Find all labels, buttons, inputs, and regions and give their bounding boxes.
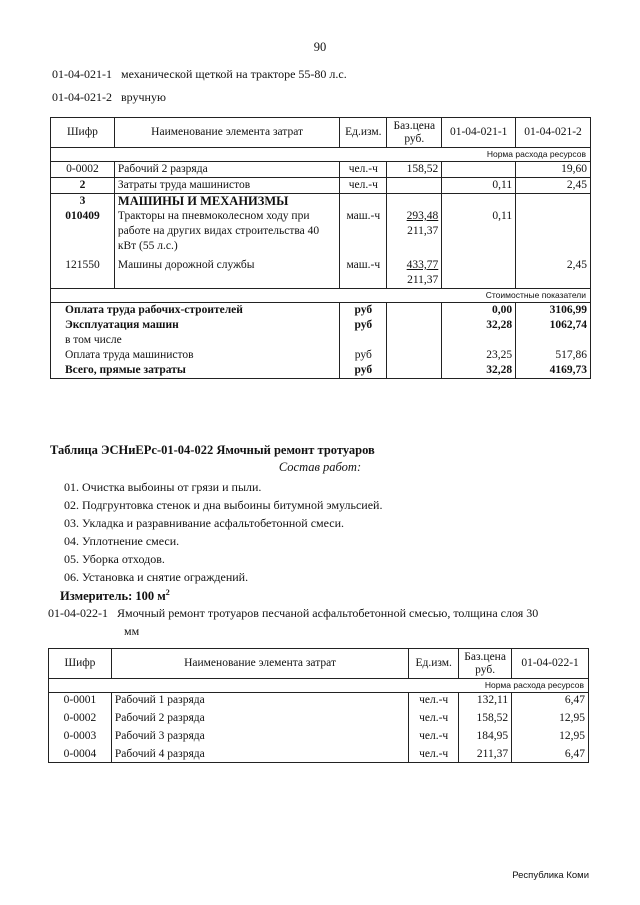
- cell-price: [459, 693, 512, 763]
- resource-table-2: [48, 648, 589, 763]
- cost-row-group: [51, 303, 591, 379]
- row-value: 6,47: [564, 694, 585, 706]
- cell-price: 158,52: [387, 162, 442, 178]
- table-row: [51, 258, 591, 289]
- col-header: Баз.цена руб.: [387, 118, 442, 148]
- work-step: 04. Уплотнение смеси.: [64, 534, 180, 548]
- item-text: Ямочный ремонт тротуаров песчаной асфальтобетонной смесью, толщина слоя 30: [117, 606, 539, 620]
- cell-value: [516, 194, 591, 259]
- intro-line-2: [52, 90, 166, 105]
- col-header: Ед.изм.: [409, 649, 459, 679]
- cell-code: 0-0002: [51, 162, 115, 178]
- row-unit: чел.-ч: [419, 712, 449, 724]
- work-step: 01. Очистка выбоины от грязи и пыли.: [64, 480, 262, 494]
- row-value: 6,47: [564, 748, 585, 760]
- cell-name: Затраты труда машинистов: [114, 178, 339, 194]
- cell-code: [51, 194, 115, 259]
- col-header: 01-04-021-1: [442, 118, 516, 148]
- page-number: 90: [313, 40, 327, 54]
- col-header: 01-04-021-2: [516, 118, 591, 148]
- row-code: 0-0002: [63, 712, 97, 724]
- row-code: 0-0003: [63, 730, 97, 742]
- cost-value: 23,25: [486, 349, 513, 361]
- cost-value: 0,00: [491, 304, 513, 316]
- row-name: Рабочий 2 разряда: [114, 712, 205, 724]
- cost-value: 517,86: [555, 349, 587, 361]
- cost-value: 32,28: [486, 319, 513, 331]
- section-subtitle: Состав работ:: [278, 460, 362, 474]
- row-unit: чел.-ч: [419, 694, 449, 706]
- work-step: 03. Укладка и разравнивание асфальтобетонной смеси.: [64, 516, 345, 530]
- resource-table-1: [50, 117, 591, 379]
- cost-unit: руб: [354, 304, 373, 316]
- cell-name: [51, 303, 340, 379]
- table-row: [51, 178, 591, 194]
- row-unit: чел.-ч: [419, 748, 449, 760]
- section-row: [51, 289, 591, 303]
- section-label: Норма расхода ресурсов: [49, 679, 589, 693]
- section-label: Стоимостные показатели: [51, 289, 591, 303]
- cost-name: Оплата труда машинистов: [65, 349, 194, 361]
- col-header: Баз.цена руб.: [459, 649, 512, 679]
- cell-name: Рабочий 2 разряда: [114, 162, 339, 178]
- cell-name: [111, 693, 408, 763]
- cell-price: [387, 303, 442, 379]
- row-value: 12,95: [559, 730, 585, 742]
- cell-value: [512, 693, 589, 763]
- cell-price: [387, 178, 442, 194]
- item-code: 01-04-022-1: [48, 606, 108, 620]
- item-price: 433,77: [406, 259, 439, 271]
- section-row: [51, 148, 591, 162]
- footer-region: Республика Коми: [512, 870, 589, 881]
- section-label: Норма расхода ресурсов: [51, 148, 591, 162]
- row-name: Рабочий 1 разряда: [114, 694, 205, 706]
- col-header: Наименование элемента затрат: [111, 649, 408, 679]
- cell-value: [442, 258, 516, 289]
- intro-code: 01-04-021-1: [52, 67, 112, 81]
- cell-value: [442, 162, 516, 178]
- item-line: [48, 606, 538, 621]
- cell-price: [387, 194, 442, 259]
- cell-unit: [340, 303, 387, 379]
- meter-sup: 2: [165, 588, 170, 597]
- cell-code: 2: [51, 178, 115, 194]
- meter-line: [60, 588, 170, 604]
- row-code: 0-0004: [63, 748, 97, 760]
- cell-unit: маш.-ч: [340, 258, 387, 289]
- intro-line-1: [52, 67, 347, 82]
- intro-text: вручную: [121, 90, 166, 104]
- item-price-2: 211,37: [407, 225, 439, 237]
- cost-name: Всего, прямые затраты: [65, 364, 186, 376]
- row-name: Рабочий 3 разряда: [114, 730, 205, 742]
- work-step: 06. Установка и снятие ограждений.: [64, 570, 249, 584]
- cell-code: 121550: [51, 258, 115, 289]
- col-header: Наименование элемента затрат: [114, 118, 339, 148]
- row-value: 12,95: [559, 712, 585, 724]
- meter-label: Измеритель: 100 м: [60, 589, 166, 604]
- col-header: 01-04-022-1: [512, 649, 589, 679]
- cell-unit: чел.-ч: [340, 178, 387, 194]
- cell-value: 2,45: [516, 258, 591, 289]
- intro-code: 01-04-021-2: [52, 90, 112, 104]
- col-header: Шифр: [49, 649, 112, 679]
- cost-value: 4169,73: [549, 364, 587, 376]
- cost-unit: руб: [354, 349, 372, 361]
- row-unit: чел.-ч: [419, 730, 449, 742]
- cell-value: [442, 303, 516, 379]
- item-text-cont: мм: [124, 624, 140, 638]
- item-code: 010409: [65, 210, 100, 222]
- table-header-row: [51, 118, 591, 148]
- cell-unit: [409, 693, 459, 763]
- table-row: [49, 693, 589, 763]
- row-price: 158,52: [476, 712, 509, 724]
- row-price: 132,11: [476, 694, 509, 706]
- cell-code: [49, 693, 112, 763]
- row-name: Рабочий 4 разряда: [114, 748, 205, 760]
- cell-value: [516, 303, 591, 379]
- work-step: 02. Подгрунтовка стенок и дна выбоины битумной эмульсией.: [64, 498, 383, 512]
- cell-value: 19,60: [516, 162, 591, 178]
- cost-name: Оплата труда рабочих-строителей: [65, 304, 243, 316]
- col-header: Ед.изм.: [340, 118, 387, 148]
- work-step: 05. Уборка отходов.: [64, 552, 165, 566]
- item-price: 293,48: [406, 210, 439, 222]
- section-title: Таблица ЭСНиЕРс-01-04-022 Ямочный ремонт тротуаров: [50, 443, 375, 457]
- cell-unit: чел.-ч: [340, 162, 387, 178]
- item-name: Тракторы на пневмоколесном ходу при работе на других видах строительства 40 кВт (55 л.с.): [117, 210, 320, 252]
- cost-name: в том числе: [65, 334, 122, 346]
- cell-price: [387, 258, 442, 289]
- item-unit: маш.-ч: [346, 210, 381, 222]
- cell-value: [442, 194, 516, 259]
- item-price-2: 211,37: [407, 274, 439, 286]
- cell-name: [114, 194, 339, 259]
- section-row: [49, 679, 589, 693]
- cell-value: 2,45: [516, 178, 591, 194]
- cell-name: Машины дорожной службы: [114, 258, 339, 289]
- cost-unit: руб: [354, 364, 373, 376]
- row-price: 184,95: [476, 730, 509, 742]
- cell-unit: [340, 194, 387, 259]
- cost-value: 32,28: [486, 364, 513, 376]
- table-row: [51, 162, 591, 178]
- row-code: 0-0001: [63, 694, 97, 706]
- intro-text: механической щеткой на тракторе 55-80 л.с.: [121, 67, 347, 81]
- col-header: Шифр: [51, 118, 115, 148]
- group-name: МАШИНЫ И МЕХАНИЗМЫ: [117, 194, 289, 208]
- table-row: [51, 194, 591, 259]
- cost-value: 1062,74: [549, 319, 587, 331]
- cost-name: Эксплуатация машин: [65, 319, 179, 331]
- cell-value: 0,11: [442, 178, 516, 194]
- item-value: 0,11: [492, 210, 513, 222]
- table-header-row: [49, 649, 589, 679]
- group-code: 3: [79, 195, 86, 207]
- cost-unit: руб: [354, 319, 373, 331]
- cost-value: 3106,99: [549, 304, 587, 316]
- row-price: 211,37: [476, 748, 509, 760]
